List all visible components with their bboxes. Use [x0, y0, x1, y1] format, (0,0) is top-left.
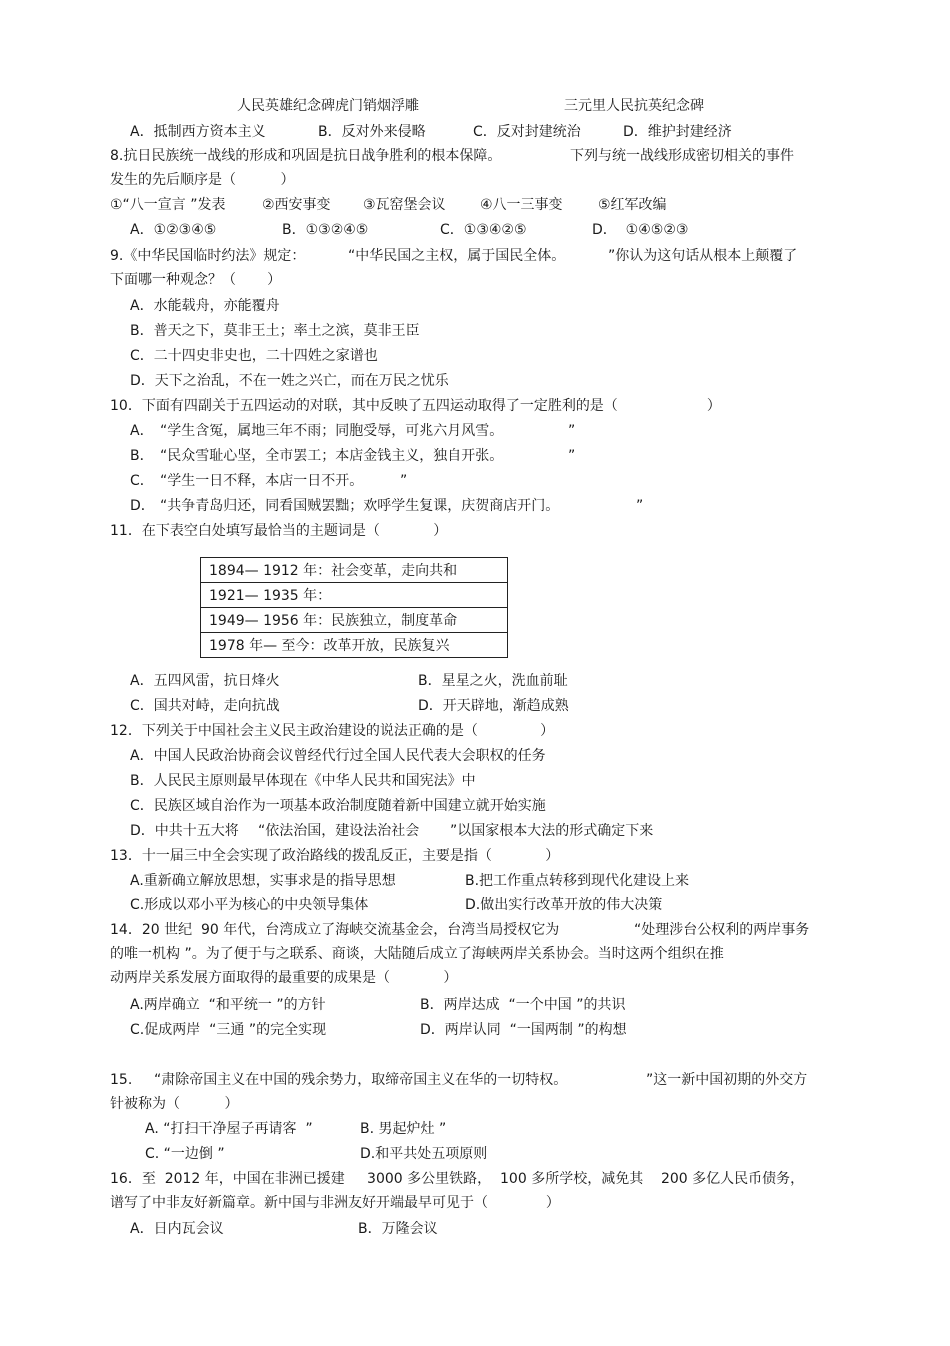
table-cell: 1949— 1956 年：民族独立，制度革命: [201, 608, 508, 633]
q10-option-b-text: “民众雪耻心坚，全市罢工；本店金钱主义，独自开张。: [160, 448, 504, 464]
q12-option-a: A．中国人民政治协商会议曾经代行过全国人民代表大会职权的任务: [130, 748, 546, 764]
q9-stem-line2: 下面哪一种观念？（ ）: [110, 272, 282, 288]
q16-option-a: A．日内瓦会议: [130, 1221, 224, 1237]
q8-option-c: C．①③④②⑤: [440, 222, 527, 238]
q10-option-d-end: ”: [636, 498, 644, 514]
q14-stem-line2: 的唯一机构 ”。为了便于与之联系、商谈，大陆随后成立了海峡两岸关系协会。当时这两个组织在推: [110, 946, 724, 962]
q9-option-d: D．天下之治乱，不在一姓之兴亡，而在万民之忧乐: [130, 373, 449, 389]
q7-option-b: B．反对外来侵略: [318, 124, 426, 140]
q16-stem-line1: 16．至 2012 年，中国在非洲已援建 3000 多公里铁路， 100 多所学校，减免其 200 多亿人民币债务，: [110, 1171, 805, 1187]
q7-option-c: C．反对封建统治: [473, 124, 581, 140]
q13-option-d: D.做出实行改革开放的伟大决策: [465, 897, 663, 913]
q12-option-c: C．民族区域自治作为一项基本政治制度随着新中国建立就开始实施: [130, 798, 546, 814]
q13-option-a: A.重新确立解放思想，实事求是的指导思想: [130, 873, 396, 889]
q7-option-d: D．维护封建经济: [623, 124, 732, 140]
q14-option-c: C.促成两岸 “三通 ”的完全实现: [130, 1022, 327, 1038]
caption-right: 三元里人民抗英纪念碑: [564, 98, 704, 114]
q9-option-c: C．二十四史非史也，二十四姓之家谱也: [130, 348, 378, 364]
q14-option-a: A.两岸确立 “和平统一 ”的方针: [130, 997, 326, 1013]
q13-option-c: C.形成以邓小平为核心的中央领导集体: [130, 897, 369, 913]
q8-event-2: ②西安事变: [262, 197, 331, 213]
q8-event-4: ④八一三事变: [480, 197, 563, 213]
caption-left: 人民英雄纪念碑虎门销烟浮雕: [237, 98, 419, 114]
q15-option-a: A. “打扫干净屋子再请客 ”: [145, 1121, 313, 1137]
q8-event-5: ⑤红军改编: [598, 197, 667, 213]
q14-option-d: D．两岸认同 “一国两制 ”的构想: [420, 1022, 627, 1038]
q10-option-d-text: “共争青岛归还，同看国贼罢黜；欢呼学生复课，庆贺商店开门。: [160, 498, 560, 514]
q16-option-b: B．万隆会议: [358, 1221, 438, 1237]
q10-option-b-label: B．: [130, 448, 154, 464]
table-row: [201, 583, 508, 608]
q10-option-a-label: A．: [130, 423, 154, 439]
table-cell: 1978 年— 至今：改革开放，民族复兴: [201, 633, 508, 658]
q7-option-a: A．抵制西方资本主义: [130, 124, 266, 140]
q8-stem-line2: 发生的先后顺序是（ ）: [110, 172, 295, 188]
q10-option-c-text: “学生一日不释，本店一日不开。: [160, 473, 364, 489]
q15-stem-line1a: 15.: [110, 1072, 133, 1088]
q9-stem-line1a: 9.《中华民国临时约法》规定：: [110, 248, 306, 264]
q10-stem: 10．下面有四副关于五四运动的对联，其中反映了五四运动取得了一定胜利的是（ ）: [110, 398, 721, 414]
q15-stem-line2: 针被称为（ ）: [110, 1096, 239, 1112]
q8-option-d: D． ①④⑤②③: [592, 222, 689, 238]
q8-option-a: A．①②③④⑤: [130, 222, 217, 238]
q15-stem-line1b: “肃除帝国主义在中国的残余势力，取缔帝国主义在华的一切特权。: [154, 1072, 568, 1088]
q14-stem-line1b: “处理涉台公权利的两岸事务: [634, 922, 810, 938]
q10-option-d-label: D．: [130, 498, 155, 514]
q13-stem: 13．十一届三中全会实现了政治路线的拨乱反正，主要是指（ ）: [110, 848, 560, 864]
q10-option-a-end: ”: [568, 423, 576, 439]
q12-option-d-a: D．中共十五大将: [130, 823, 239, 839]
q12-option-d-c: ”以国家根本大法的形式确定下来: [450, 823, 654, 839]
table-cell: 1894— 1912 年：社会变革，走向共和: [201, 558, 508, 583]
q11-option-a: A．五四风雷，抗日烽火: [130, 673, 280, 689]
q9-option-a: A．水能载舟，亦能覆舟: [130, 298, 280, 314]
q15-option-b: B. 男起炉灶 ”: [360, 1121, 447, 1137]
q10-option-b-end: ”: [568, 448, 576, 464]
q8-event-3: ③瓦窑堡会议: [363, 197, 446, 213]
q11-option-c: C．国共对峙，走向抗战: [130, 698, 280, 714]
q10-option-c-label: C．: [130, 473, 154, 489]
q8-event-1: ①“八一宣言 ”发表: [110, 197, 226, 213]
q12-option-d-b: “依法治国，建设法治社会: [258, 823, 420, 839]
q11-stem: 11．在下表空白处填写最恰当的主题词是（ ）: [110, 523, 448, 539]
q15-option-c: C. “一边倒 ”: [145, 1146, 225, 1162]
q13-option-b: B.把工作重点转移到现代化建设上来: [465, 873, 690, 889]
q15-option-d: D.和平共处五项原则: [360, 1146, 488, 1162]
q9-stem-line1b: “中华民国之主权，属于国民全体。: [348, 248, 566, 264]
q8-stem-line1: 8.抗日民族统一战线的形成和巩固是抗日战争胜利的根本保障。: [110, 148, 502, 164]
table-cell-blank: 1921— 1935 年：: [201, 583, 508, 608]
q8-stem-line1b: 下列与统一战线形成密切相关的事件: [570, 148, 794, 164]
q10-option-c-end: ”: [400, 473, 408, 489]
q14-stem-line3: 动两岸关系发展方面取得的最重要的成果是（ ）: [110, 970, 458, 986]
q14-option-b: B．两岸达成 “一个中国 ”的共识: [420, 997, 626, 1013]
table-row: [201, 608, 508, 633]
q11-option-b: B．星星之火，洗血前耻: [418, 673, 568, 689]
q11-option-d: D．开天辟地，渐趋成熟: [418, 698, 569, 714]
q9-option-b: B．普天之下，莫非王土；率土之滨，莫非王臣: [130, 323, 420, 339]
q8-option-b: B．①③②④⑤: [282, 222, 369, 238]
table-row: [201, 558, 508, 583]
q11-table: [200, 557, 508, 658]
q9-stem-line1c: ”你认为这句话从根本上颠覆了: [608, 248, 798, 264]
q10-option-a-text: “学生含冤，属地三年不雨；同胞受辱，可兆六月风雪。: [160, 423, 504, 439]
q12-option-b: B．人民民主原则最早体现在《中华人民共和国宪法》中: [130, 773, 476, 789]
q15-stem-line1c: ”这一新中国初期的外交方: [646, 1072, 808, 1088]
q16-stem-line2: 谱写了中非友好新篇章。新中国与非洲友好开端最早可见于（ ）: [110, 1195, 560, 1211]
table-row: [201, 633, 508, 658]
q12-stem: 12．下列关于中国社会主义民主政治建设的说法正确的是（ ）: [110, 723, 555, 739]
q14-stem-line1a: 14．20 世纪 90 年代，台湾成立了海峡交流基金会，台湾当局授权它为: [110, 922, 560, 938]
